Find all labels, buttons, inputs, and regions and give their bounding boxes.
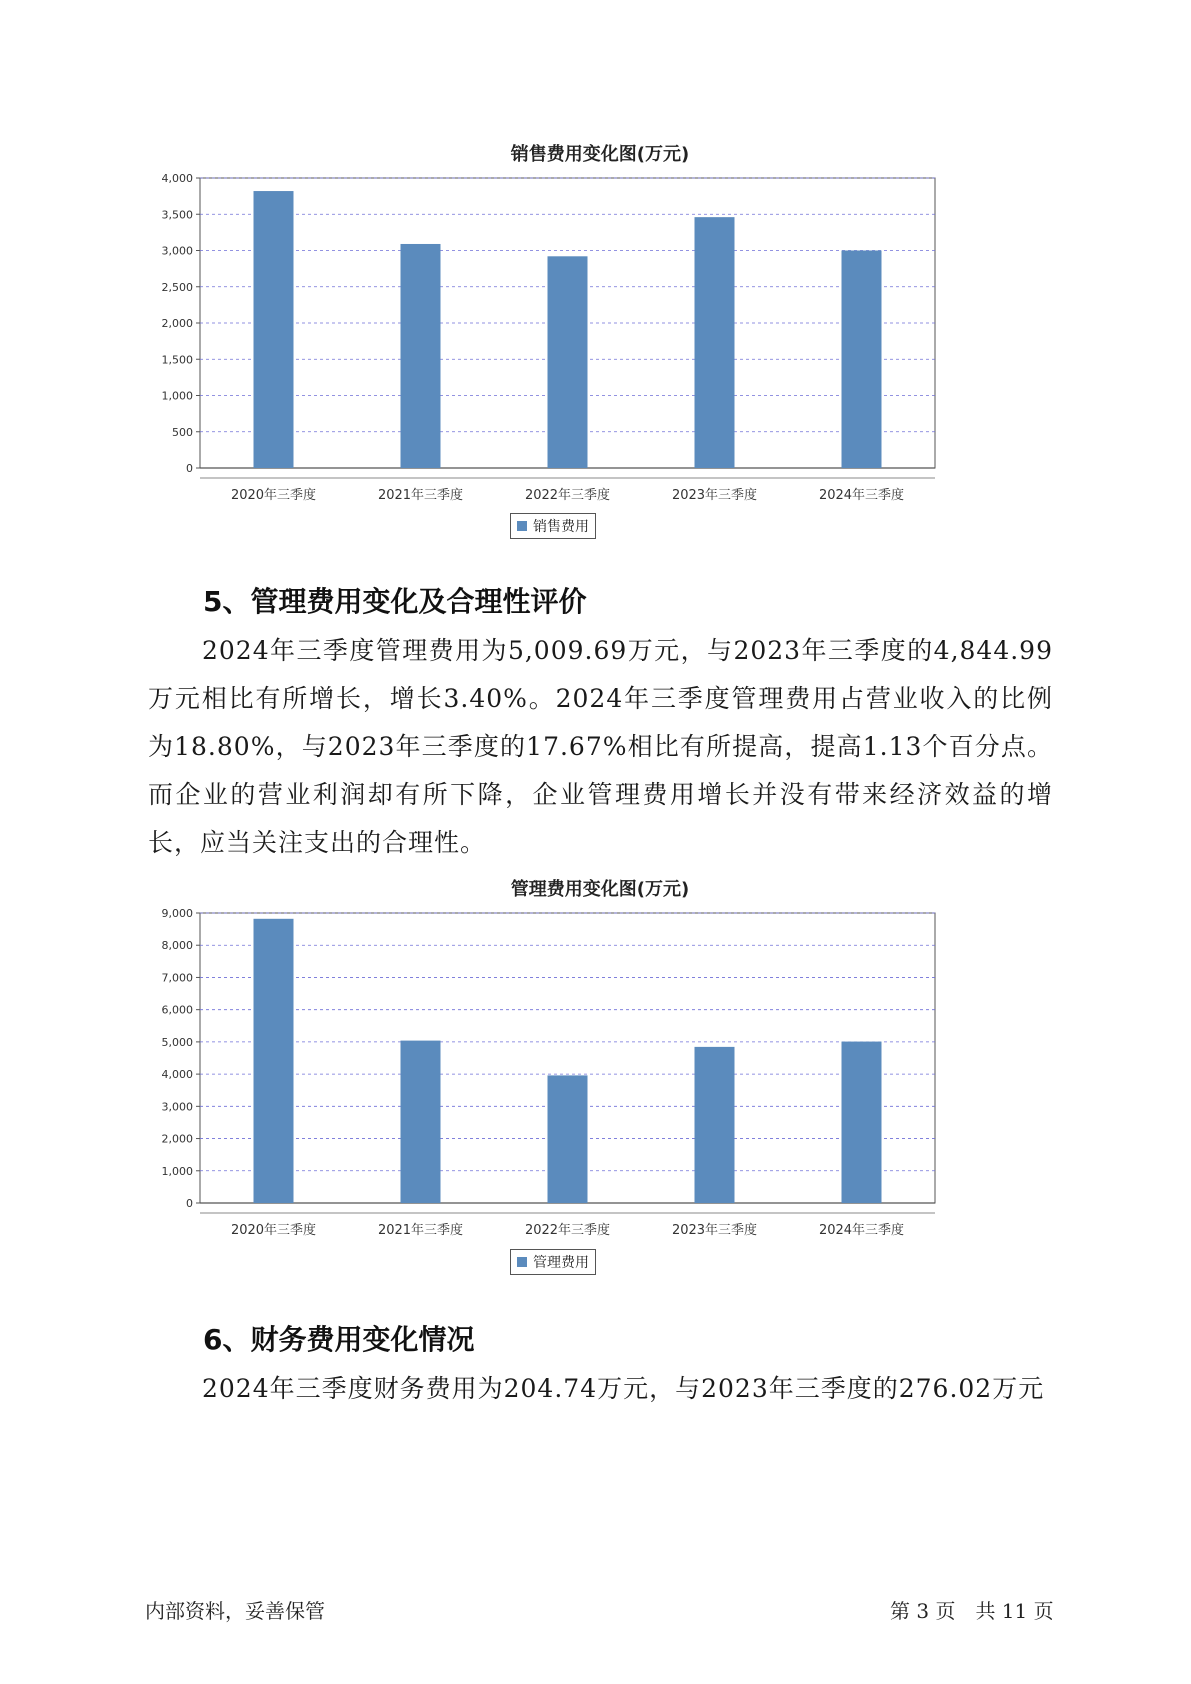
legend-swatch-icon	[517, 1257, 527, 1267]
y-tick-label: 2,000	[161, 317, 193, 330]
x-category-label: 2023年三季度	[671, 1223, 758, 1238]
y-tick-label: 5,000	[161, 1035, 193, 1049]
y-tick-label: 9,000	[161, 907, 193, 920]
section-6-heading: 6、财务费用变化情况	[203, 1323, 475, 1356]
y-tick-label: 1,000	[161, 389, 193, 403]
y-tick-label: 1,500	[161, 353, 193, 367]
y-tick-label: 3,500	[161, 208, 193, 222]
section-6-paragraph: 2024年三季度财务费用为204.74万元，与2023年三季度的276.02万元	[202, 1374, 1045, 1403]
x-category-label: 2023年三季度	[671, 488, 758, 503]
y-tick-label: 3,000	[161, 244, 193, 258]
y-tick-label: 6,000	[161, 1003, 193, 1017]
y-tick-label: 8,000	[161, 939, 193, 953]
y-tick-label: 500	[172, 425, 193, 439]
footer-left: 内部资料，妥善保管	[145, 1599, 325, 1623]
legend-label: 管理费用	[533, 1255, 589, 1271]
bar	[842, 1042, 882, 1203]
x-category-label: 2021年三季度	[377, 488, 464, 503]
bar	[401, 244, 441, 468]
bar	[695, 1047, 735, 1203]
chart-title: 销售费用变化图(万元)	[510, 144, 690, 165]
bar	[842, 251, 882, 469]
footer-page-number: 第 3 页 共 11 页	[890, 1599, 1054, 1623]
x-category-label: 2021年三季度	[377, 1223, 464, 1238]
bar	[401, 1041, 441, 1203]
y-tick-label: 2,500	[161, 280, 193, 294]
y-tick-label: 2,000	[161, 1132, 193, 1146]
chart-title: 管理费用变化图(万元)	[510, 879, 690, 900]
bar	[254, 191, 294, 468]
legend-swatch-icon	[517, 521, 527, 531]
y-tick-label: 7,000	[161, 971, 193, 985]
sales-expense-chart	[150, 130, 1050, 550]
sales-expense-chart-plot	[150, 170, 1050, 530]
section-5-heading: 5、管理费用变化及合理性评价	[203, 585, 587, 618]
x-category-label: 2024年三季度	[818, 488, 905, 503]
y-tick-label: 4,000	[161, 172, 193, 185]
y-tick-label: 0	[186, 462, 193, 475]
y-tick-label: 4,000	[161, 1068, 193, 1082]
y-tick-label: 0	[186, 1197, 193, 1210]
admin-expense-chart-plot	[150, 905, 1050, 1265]
bar	[548, 1075, 588, 1203]
legend-label: 销售费用	[533, 519, 589, 535]
y-tick-label: 1,000	[161, 1164, 193, 1178]
bar	[548, 256, 588, 468]
chart-legend	[510, 513, 596, 539]
x-category-label: 2022年三季度	[524, 1223, 611, 1238]
section-5-paragraph: 2024年三季度管理费用为5,009.69万元，与2023年三季度的4,844.99万元相比有所增长，增长3.40%。2024年三季度管理费用占营业收入的比例为18.80%，与2023年三季度的17.67%相比有所提高，提高1.13个百分点。而企业的营业利润却有所下降，企业管理费用增长并没有带来经济效益的增长，应当关注支出的合理性。	[148, 636, 1053, 857]
x-category-label: 2020年三季度	[230, 1223, 317, 1238]
bar	[695, 217, 735, 468]
x-category-label: 2024年三季度	[818, 1223, 905, 1238]
y-tick-label: 3,000	[161, 1100, 193, 1114]
x-category-label: 2022年三季度	[524, 488, 611, 503]
bar	[254, 919, 294, 1203]
x-category-label: 2020年三季度	[230, 488, 317, 503]
chart-legend	[510, 1249, 596, 1275]
admin-expense-chart	[150, 865, 1050, 1285]
